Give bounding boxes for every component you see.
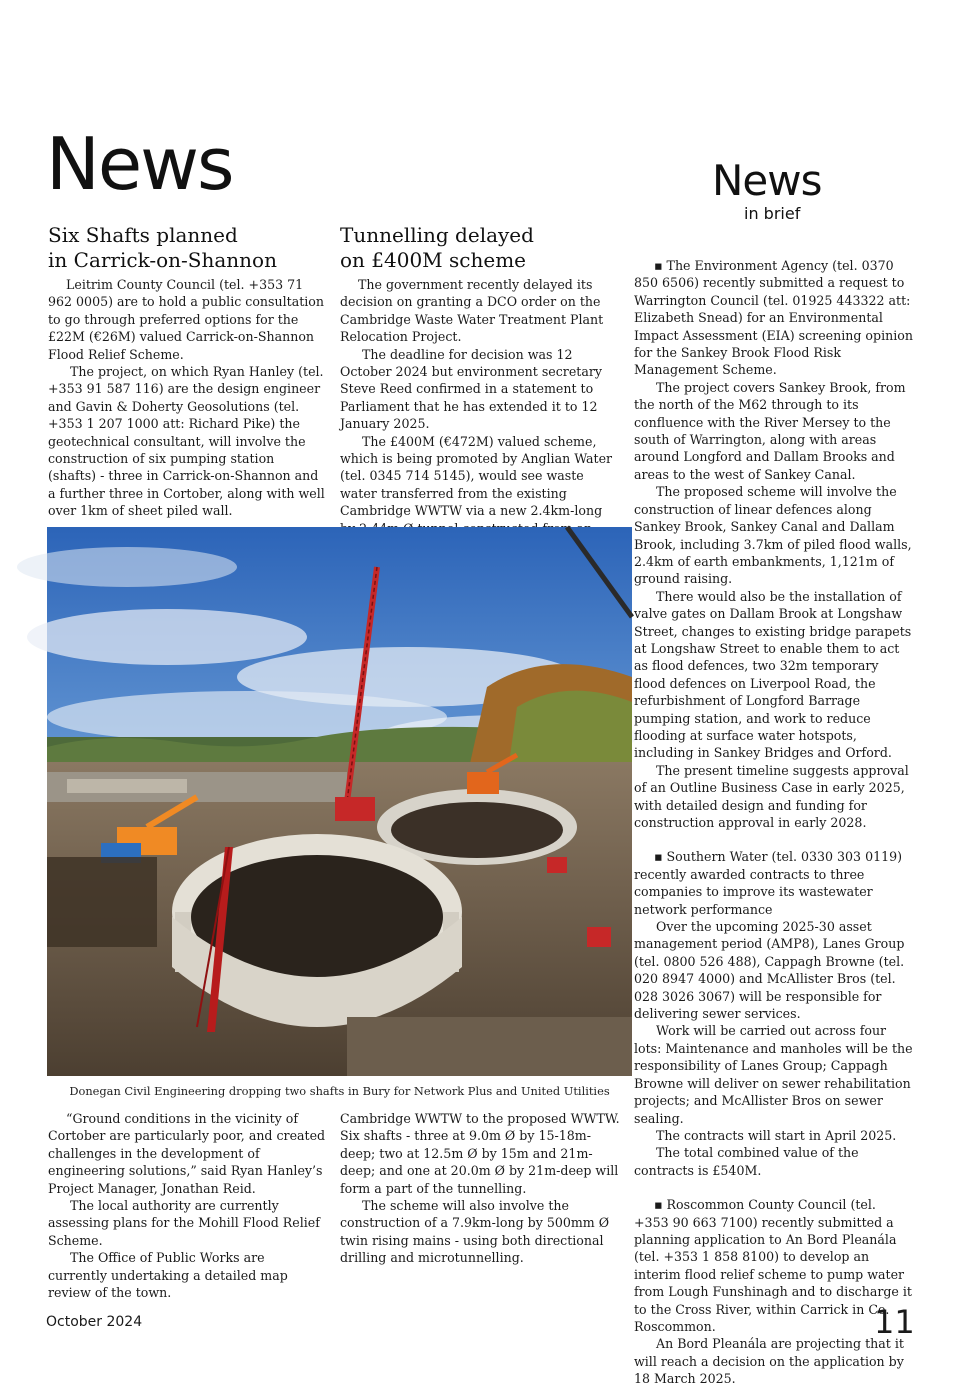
story1-headline: [48, 223, 328, 273]
paragraph: The project covers Sankey Brook, from the north of the M62 through to its confluence with the River Mersey to the south of Warrington, along with areas around Longford and Dallam Brooks and areas to the west of Sankey Canal.: [634, 379, 906, 482]
paragraph: The £400M (€472M) valued scheme, which is being promoted by Anglian Water (tel. 0345 714 5145), would see waste water transferred from the existing Cambridge WWTW via a new 2.4km-long: [340, 433, 613, 519]
paragraph: Work will be carried out across four lots: Maintenance and manholes will be the responsibility of Lanes Group; Cappagh Browne will deliver on sewer rehabilitation projects; and McAllister Bros on sewer sealing.: [634, 1023, 913, 1126]
page-title: News: [46, 122, 233, 206]
paragraph: Cambridge WWTW to the proposed WWTW. Six shafts - three at 9.0m Ø by 15-18m-deep; two at 12.5m Ø by 15m and 21m-deep; and one at 20.0m Ø by 21m-deep will form a part of the tunnelling.: [340, 1111, 620, 1196]
headline-line: in Carrick-on-Shannon: [48, 248, 277, 272]
paragraph: The proposed scheme will involve the construction of linear defences along Sankey Brook, Sankey Canal and Dallam Brook, including 3.7km of piled flood walls, 2.4km of earth embankments, 1,121m of ground raising.: [634, 484, 912, 587]
story1-body-top: [48, 276, 326, 520]
headline-line: on £400M scheme: [340, 248, 526, 272]
paragraph: There would also be the installation of valve gates on Dallam Brook at Longshaw Street, changes to existing bridge parapets at Longshaw Street to enable them to act as flood defences, two 32m temporary flood defences on Liverpool Road, the refurbishment of Longford Barrage pumping station, and work to reduce flooding at surface water hotspots, including in Sankey Bridges and Orford.: [634, 588, 912, 761]
paragraph: Over the upcoming 2025-30 asset management period (AMP8), Lanes Group (tel. 0800 526 488), Cappagh Browne (tel. 020 8947 4000) and McAllister Bros (tel. 028 3026 3067) will be responsible for delivering sewer services.: [634, 919, 905, 1022]
brief-section-title: News: [712, 156, 822, 205]
paragraph: The government recently delayed its decision on granting a DCO order on the Cambridge Waste Water Treatment Plant Relocation Project.: [340, 277, 604, 345]
paragraph: Leitrim County Council (tel. +353 71 962 0005) are to hold a public consultation to go through preferred options for the £22M (€26M) valued Carrick-on-Shannon Flood Relief Scheme.: [48, 277, 324, 362]
photo-caption: Donegan Civil Engineering dropping two shafts in Bury for Network Plus and United Utilities: [69, 1084, 610, 1098]
page-number: 11: [874, 1303, 915, 1341]
brief-item-paragraph: ▪ The Environment Agency (tel. 0370 850 6506) recently submitted a request to Warrington Council (tel. 01925 443322 att: Elizabeth Snead) for an Environmental Impact Assessment (EIA) screening opinion for the Sankey Brook Flood Risk Management Scheme.: [634, 258, 913, 378]
paragraph: An Bord Pleanála are projecting that it will reach a decision on the application by 18 March 2025.: [634, 1336, 904, 1387]
news-in-brief-column: [634, 257, 914, 1388]
story1-body-bottom: [48, 1110, 326, 1301]
issue-date: October 2024: [46, 1314, 143, 1330]
paragraph: The total combined value of the contracts is £540M.: [634, 1145, 859, 1178]
headline-line: Tunnelling delayed: [340, 223, 534, 247]
paragraph: The contracts will start in April 2025.: [656, 1127, 897, 1143]
story2-headline: [340, 223, 620, 273]
paragraph: The local authority are currently assessing plans for the Mohill Flood Relief Scheme.: [48, 1198, 320, 1248]
brief-section-subtitle: in brief: [744, 204, 801, 223]
construction-photo: [47, 527, 632, 1076]
paragraph: The scheme will also involve the construction of a 7.9km-long by 500mm Ø twin rising mains - using both directional drilling and microtunnelling.: [340, 1198, 610, 1266]
paragraph: The present timeline suggests approval of an Outline Business Case in early 2025, with detailed design and funding for construction approval in early 2028.: [634, 762, 909, 830]
story2-body-bottom: [340, 1110, 620, 1267]
paragraph: The project, on which Ryan Hanley (tel. +353 91 587 116) are the design engineer and Gavin & Doherty Geosolutions (tel. +353 1 207 1000 att: Richard Pike) the geotechnical consultant, will involve the construction of six pumping station (shafts) - three in Carrick-on-Shannon and a further three in Cortober, along with well over 1km of sheet piled wall.: [48, 364, 325, 519]
brief-item-paragraph: ▪ Roscommon County Council (tel. +353 90 663 7100) recently submitted a planning application to An Bord Pleanála (tel. +353 1 858 8100) to develop an interim flood relief scheme to pump water from Lough Funshinagh and to discharge it to the Cross River, within Carrick in Co. Roscommon.: [634, 1197, 912, 1334]
paragraph: The deadline for decision was 12 October 2024 but environment secretary Steve Reed confirmed in a statement to Parliament that he has extended it to 12 January 2025.: [340, 346, 602, 432]
story2-body-top: [340, 276, 618, 519]
headline-line: Six Shafts planned: [48, 223, 238, 247]
brief-item-paragraph: ▪ Southern Water (tel. 0330 303 0119) recently awarded contracts to three companies to improve its wastewater network performance: [634, 849, 903, 917]
paragraph: “Ground conditions in the vicinity of Cortober are particularly poor, and created challenges in the development of engineering solutions,” said Ryan Hanley’s Project Manager, Jonathan Reid.: [48, 1111, 326, 1196]
paragraph: The Office of Public Works are currently undertaking a detailed map review of the town.: [48, 1250, 288, 1301]
